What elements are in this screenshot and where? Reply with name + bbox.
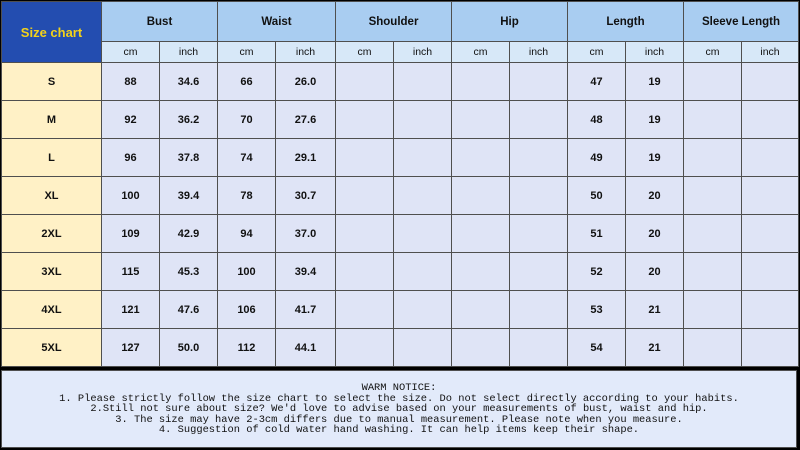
column-header-hip: Hip bbox=[452, 2, 568, 42]
cell-hip-in bbox=[510, 101, 568, 139]
cell-hip-cm bbox=[452, 215, 510, 253]
cell-waist-in: 41.7 bbox=[276, 291, 336, 329]
cell-hip-cm bbox=[452, 63, 510, 101]
unit-inch: inch bbox=[510, 42, 568, 63]
table-row bbox=[2, 291, 799, 329]
cell-bust-cm: 100 bbox=[102, 177, 160, 215]
cell-shoulder-in bbox=[394, 215, 452, 253]
cell-sleeve-in bbox=[742, 291, 799, 329]
size-label: 5XL bbox=[2, 329, 102, 367]
cell-shoulder-cm bbox=[336, 215, 394, 253]
cell-waist-cm: 94 bbox=[218, 215, 276, 253]
cell-waist-cm: 70 bbox=[218, 101, 276, 139]
table-row bbox=[2, 101, 799, 139]
cell-waist-in: 44.1 bbox=[276, 329, 336, 367]
cell-sleeve-in bbox=[742, 139, 799, 177]
cell-bust-cm: 92 bbox=[102, 101, 160, 139]
cell-bust-in: 45.3 bbox=[160, 253, 218, 291]
cell-sleeve-cm bbox=[684, 329, 742, 367]
cell-sleeve-in bbox=[742, 253, 799, 291]
cell-bust-cm: 121 bbox=[102, 291, 160, 329]
table-row bbox=[2, 215, 799, 253]
cell-waist-cm: 106 bbox=[218, 291, 276, 329]
cell-hip-in bbox=[510, 139, 568, 177]
cell-length-in: 20 bbox=[626, 177, 684, 215]
cell-shoulder-in bbox=[394, 63, 452, 101]
cell-hip-in bbox=[510, 253, 568, 291]
notice-line-3: 3. The size may have 2-3cm differs due to manual measurement. Please note when you measure. bbox=[115, 413, 683, 426]
unit-cm: cm bbox=[684, 42, 742, 63]
cell-shoulder-in bbox=[394, 291, 452, 329]
cell-bust-in: 36.2 bbox=[160, 101, 218, 139]
cell-waist-in: 26.0 bbox=[276, 63, 336, 101]
cell-length-cm: 47 bbox=[568, 63, 626, 101]
cell-bust-in: 34.6 bbox=[160, 63, 218, 101]
size-label: M bbox=[2, 101, 102, 139]
cell-sleeve-cm bbox=[684, 63, 742, 101]
cell-shoulder-in bbox=[394, 177, 452, 215]
size-rows bbox=[2, 63, 799, 367]
header-row bbox=[2, 2, 799, 42]
cell-sleeve-in bbox=[742, 177, 799, 215]
unit-cm: cm bbox=[568, 42, 626, 63]
cell-sleeve-in bbox=[742, 63, 799, 101]
table-row bbox=[2, 177, 799, 215]
column-header-shoulder: Shoulder bbox=[336, 2, 452, 42]
column-header-waist: Waist bbox=[218, 2, 336, 42]
cell-shoulder-in bbox=[394, 139, 452, 177]
cell-shoulder-in bbox=[394, 329, 452, 367]
cell-length-cm: 54 bbox=[568, 329, 626, 367]
size-label: 2XL bbox=[2, 215, 102, 253]
cell-shoulder-cm bbox=[336, 253, 394, 291]
cell-hip-cm bbox=[452, 177, 510, 215]
size-chart-label: Size chart bbox=[2, 2, 102, 63]
cell-sleeve-cm bbox=[684, 215, 742, 253]
table-row bbox=[2, 329, 799, 367]
cell-waist-in: 30.7 bbox=[276, 177, 336, 215]
unit-cm: cm bbox=[102, 42, 160, 63]
cell-bust-cm: 109 bbox=[102, 215, 160, 253]
cell-sleeve-in bbox=[742, 329, 799, 367]
cell-sleeve-cm bbox=[684, 139, 742, 177]
cell-hip-cm bbox=[452, 291, 510, 329]
cell-sleeve-cm bbox=[684, 101, 742, 139]
table-row bbox=[2, 139, 799, 177]
cell-length-in: 21 bbox=[626, 329, 684, 367]
cell-length-cm: 48 bbox=[568, 101, 626, 139]
column-header-sleeve-length: Sleeve Length bbox=[684, 2, 799, 42]
unit-inch: inch bbox=[626, 42, 684, 63]
cell-waist-cm: 112 bbox=[218, 329, 276, 367]
size-label: S bbox=[2, 63, 102, 101]
cell-hip-cm bbox=[452, 101, 510, 139]
cell-length-in: 19 bbox=[626, 139, 684, 177]
notice-line-1: 1. Please strictly follow the size chart to select the size. Do not select directly according to your habits. bbox=[59, 392, 739, 405]
cell-bust-cm: 88 bbox=[102, 63, 160, 101]
unit-inch: inch bbox=[394, 42, 452, 63]
cell-waist-cm: 74 bbox=[218, 139, 276, 177]
cell-shoulder-cm bbox=[336, 291, 394, 329]
size-chart-table bbox=[1, 1, 799, 367]
cell-waist-in: 29.1 bbox=[276, 139, 336, 177]
cell-sleeve-cm bbox=[684, 177, 742, 215]
cell-bust-cm: 96 bbox=[102, 139, 160, 177]
cell-sleeve-in bbox=[742, 101, 799, 139]
size-label: XL bbox=[2, 177, 102, 215]
cell-waist-in: 27.6 bbox=[276, 101, 336, 139]
cell-bust-cm: 127 bbox=[102, 329, 160, 367]
cell-hip-cm bbox=[452, 329, 510, 367]
cell-length-cm: 52 bbox=[568, 253, 626, 291]
cell-hip-in bbox=[510, 215, 568, 253]
cell-hip-in bbox=[510, 63, 568, 101]
cell-length-in: 19 bbox=[626, 101, 684, 139]
cell-length-in: 21 bbox=[626, 291, 684, 329]
cell-length-in: 20 bbox=[626, 215, 684, 253]
notice-line-4: 4. Suggestion of cold water hand washing. It can help items keep their shape. bbox=[158, 424, 640, 437]
cell-bust-cm: 115 bbox=[102, 253, 160, 291]
cell-sleeve-in bbox=[742, 215, 799, 253]
cell-waist-cm: 66 bbox=[218, 63, 276, 101]
cell-length-cm: 51 bbox=[568, 215, 626, 253]
cell-length-cm: 50 bbox=[568, 177, 626, 215]
cell-bust-in: 42.9 bbox=[160, 215, 218, 253]
size-label: L bbox=[2, 139, 102, 177]
cell-sleeve-cm bbox=[684, 253, 742, 291]
cell-length-in: 19 bbox=[626, 63, 684, 101]
cell-bust-in: 47.6 bbox=[160, 291, 218, 329]
cell-length-in: 20 bbox=[626, 253, 684, 291]
cell-hip-in bbox=[510, 291, 568, 329]
cell-bust-in: 39.4 bbox=[160, 177, 218, 215]
cell-waist-cm: 78 bbox=[218, 177, 276, 215]
cell-shoulder-cm bbox=[336, 139, 394, 177]
warm-notice bbox=[1, 370, 797, 448]
table-row bbox=[2, 253, 799, 291]
cell-hip-cm bbox=[452, 253, 510, 291]
cell-hip-in bbox=[510, 177, 568, 215]
cell-waist-cm: 100 bbox=[218, 253, 276, 291]
cell-shoulder-cm bbox=[336, 329, 394, 367]
cell-bust-in: 37.8 bbox=[160, 139, 218, 177]
unit-cm: cm bbox=[218, 42, 276, 63]
cell-length-cm: 53 bbox=[568, 291, 626, 329]
notice-title: WARM NOTICE: bbox=[361, 382, 437, 394]
size-label: 4XL bbox=[2, 291, 102, 329]
cell-waist-in: 39.4 bbox=[276, 253, 336, 291]
unit-inch: inch bbox=[276, 42, 336, 63]
cell-shoulder-cm bbox=[336, 63, 394, 101]
column-header-bust: Bust bbox=[102, 2, 218, 42]
unit-cm: cm bbox=[452, 42, 510, 63]
cell-length-cm: 49 bbox=[568, 139, 626, 177]
cell-bust-in: 50.0 bbox=[160, 329, 218, 367]
unit-row bbox=[2, 42, 799, 63]
cell-sleeve-cm bbox=[684, 291, 742, 329]
unit-inch: inch bbox=[160, 42, 218, 63]
cell-shoulder-cm bbox=[336, 177, 394, 215]
cell-hip-cm bbox=[452, 139, 510, 177]
notice-line-2: 2.Still not sure about size? We'd love to advise based on your measurements of bust, waist and hip. bbox=[90, 403, 708, 416]
cell-waist-in: 37.0 bbox=[276, 215, 336, 253]
cell-shoulder-in bbox=[394, 101, 452, 139]
table-row bbox=[2, 63, 799, 101]
unit-cm: cm bbox=[336, 42, 394, 63]
cell-shoulder-in bbox=[394, 253, 452, 291]
unit-inch: inch bbox=[742, 42, 799, 63]
cell-shoulder-cm bbox=[336, 101, 394, 139]
cell-hip-in bbox=[510, 329, 568, 367]
size-label: 3XL bbox=[2, 253, 102, 291]
column-header-length: Length bbox=[568, 2, 684, 42]
